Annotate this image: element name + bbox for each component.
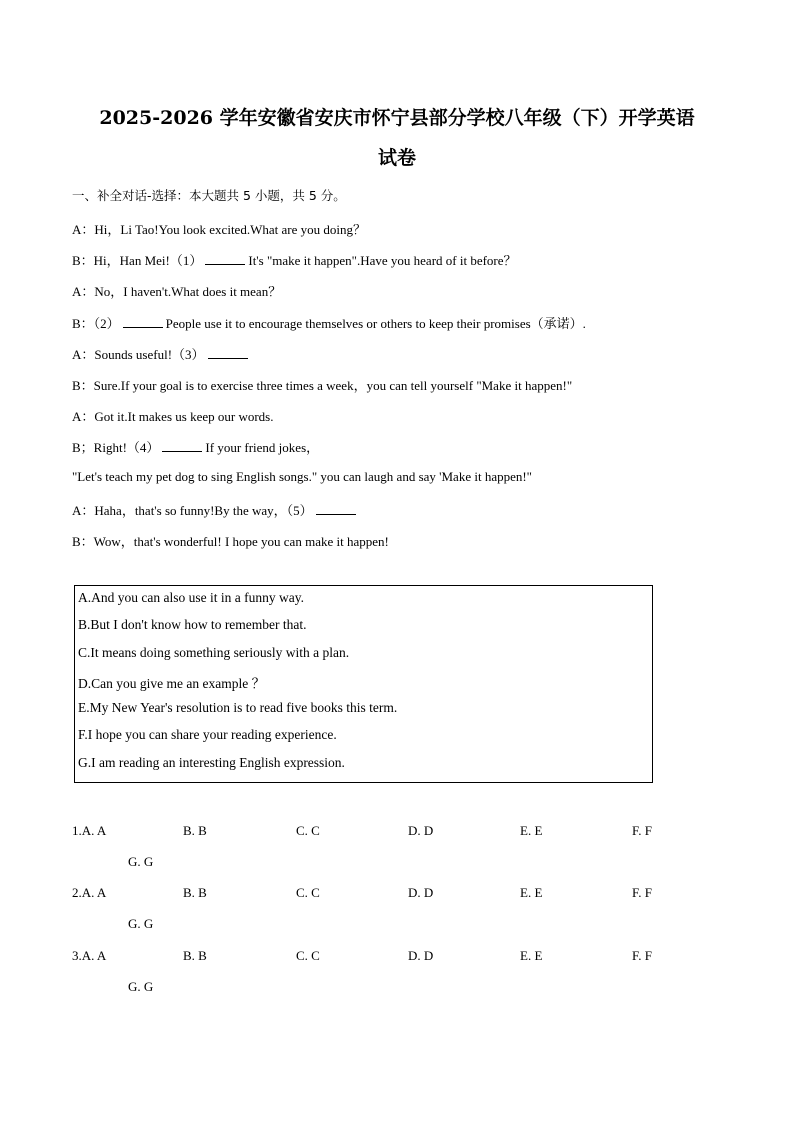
choice-label: A. A [81, 948, 107, 963]
choice-label: B. B [183, 948, 207, 963]
choice-label: E. E [520, 885, 543, 900]
question-number: 2. [72, 885, 82, 900]
dialogue-text: B：Wow，that's wonderful! I hope you can make it happen! [72, 534, 389, 549]
dialogue-text: A：Haha，that's so funny!By the way，（5） [72, 503, 313, 518]
question-3-choice[interactable] [128, 979, 153, 995]
question-3-choice[interactable] [408, 948, 433, 964]
question-1-choice[interactable] [632, 823, 652, 839]
page-title-line-2: 试卷 [377, 147, 416, 169]
question-1-choice[interactable] [183, 823, 207, 839]
dialogue-line [72, 406, 273, 425]
question-2-choice[interactable] [632, 885, 652, 901]
question-2-choice[interactable] [128, 916, 153, 932]
dialogue-line [72, 313, 586, 332]
question-1-choice[interactable] [296, 823, 320, 839]
dialogue-text: B：Sure.If your goal is to exercise three times a week，you can tell yourself "Make it happen!" [72, 378, 573, 393]
question-3-choice[interactable] [183, 948, 207, 964]
option-a: A.And you can also use it in a funny way. [78, 590, 304, 605]
question-3-choice[interactable] [72, 948, 106, 964]
question-1-choice[interactable] [520, 823, 542, 839]
dialogue-line [72, 469, 532, 485]
answer-blank[interactable] [162, 441, 202, 452]
section-heading: 一、补全对话-选择：本大题共 5 小题，共 5 分。 [72, 188, 346, 203]
dialogue-text: A：Hi，Li Tao!You look excited.What are you doing？ [72, 222, 366, 237]
choice-label: D. D [408, 885, 434, 900]
choice-label: C. C [296, 885, 320, 900]
question-2-choice[interactable] [183, 885, 207, 901]
option-c: C.It means doing something seriously with a plan. [78, 645, 350, 660]
choice-label: B. B [183, 885, 207, 900]
dialogue-text: A：No，I haven't.What does it mean？ [72, 284, 282, 299]
question-number: 3. [72, 948, 82, 963]
dialogue-line [72, 219, 366, 238]
question-1-choice[interactable] [408, 823, 433, 839]
dialogue-text: A：Sounds useful!（3） [72, 347, 205, 362]
dialogue-text: B；Right!（4） [72, 440, 160, 455]
question-3-choice[interactable] [520, 948, 542, 964]
option-b: B.But I don't know how to remember that. [78, 617, 307, 632]
option-e: E.My New Year's resolution is to read five books this term. [78, 700, 398, 715]
question-2-choice[interactable] [72, 885, 106, 901]
page-title-line-1: 2025-2026 学年安徽省安庆市怀宁县部分学校八年级（下）开学英语 [99, 107, 695, 129]
dialogue-line [72, 500, 359, 519]
dialogue-text-after-blank: It's "make it happen".Have you heard of it before？ [248, 253, 517, 268]
dialogue-text: B：Hi，Han Mei!（1） [72, 253, 203, 268]
answer-blank[interactable] [123, 317, 163, 328]
dialogue-line [72, 344, 251, 363]
choice-label: F. F [632, 823, 652, 838]
question-3-choice[interactable] [632, 948, 652, 964]
dialogue-line [72, 375, 572, 394]
question-2-choice[interactable] [408, 885, 433, 901]
dialogue-line [72, 281, 281, 300]
choice-label: C. C [296, 823, 320, 838]
question-1-choice[interactable] [128, 854, 153, 870]
option-f: F.I hope you can share your reading experience. [78, 727, 337, 742]
question-3-choice[interactable] [296, 948, 320, 964]
answer-blank[interactable] [208, 348, 248, 359]
answer-blank[interactable] [316, 504, 356, 515]
question-1-choice[interactable] [72, 823, 106, 839]
dialogue-text: B：（2） [72, 316, 120, 331]
choice-label: E. E [520, 948, 543, 963]
dialogue-line [72, 437, 319, 456]
option-g: G.I am reading an interesting English expression. [78, 755, 345, 770]
choice-label: A. A [81, 885, 107, 900]
choice-label: G. G [128, 916, 154, 931]
dialogue-line [72, 250, 517, 269]
option-d: D.Can you give me an example ？ [78, 676, 266, 691]
choice-label: G. G [128, 854, 154, 869]
question-2-choice[interactable] [520, 885, 542, 901]
options-box [74, 585, 653, 783]
dialogue-text-after-blank: People use it to encourage themselves or others to keep their promises（承诺）. [165, 316, 586, 331]
choice-label: G. G [128, 979, 154, 994]
choice-label: E. E [520, 823, 543, 838]
choice-label: F. F [632, 948, 652, 963]
dialogue-text: A：Got it.It makes us keep our words. [72, 409, 274, 424]
choice-label: B. B [183, 823, 207, 838]
choice-label: C. C [296, 948, 320, 963]
choice-label: A. A [81, 823, 107, 838]
question-number: 1. [72, 823, 82, 838]
answer-blank[interactable] [205, 254, 245, 265]
choice-label: F. F [632, 885, 652, 900]
choice-label: D. D [408, 948, 434, 963]
question-2-choice[interactable] [296, 885, 320, 901]
dialogue-line [72, 531, 389, 550]
dialogue-text-after-blank: If your friend jokes， [205, 440, 320, 455]
choice-label: D. D [408, 823, 434, 838]
dialogue-text: "Let's teach my pet dog to sing English songs." you can laugh and say 'Make it happen!" [72, 469, 532, 484]
